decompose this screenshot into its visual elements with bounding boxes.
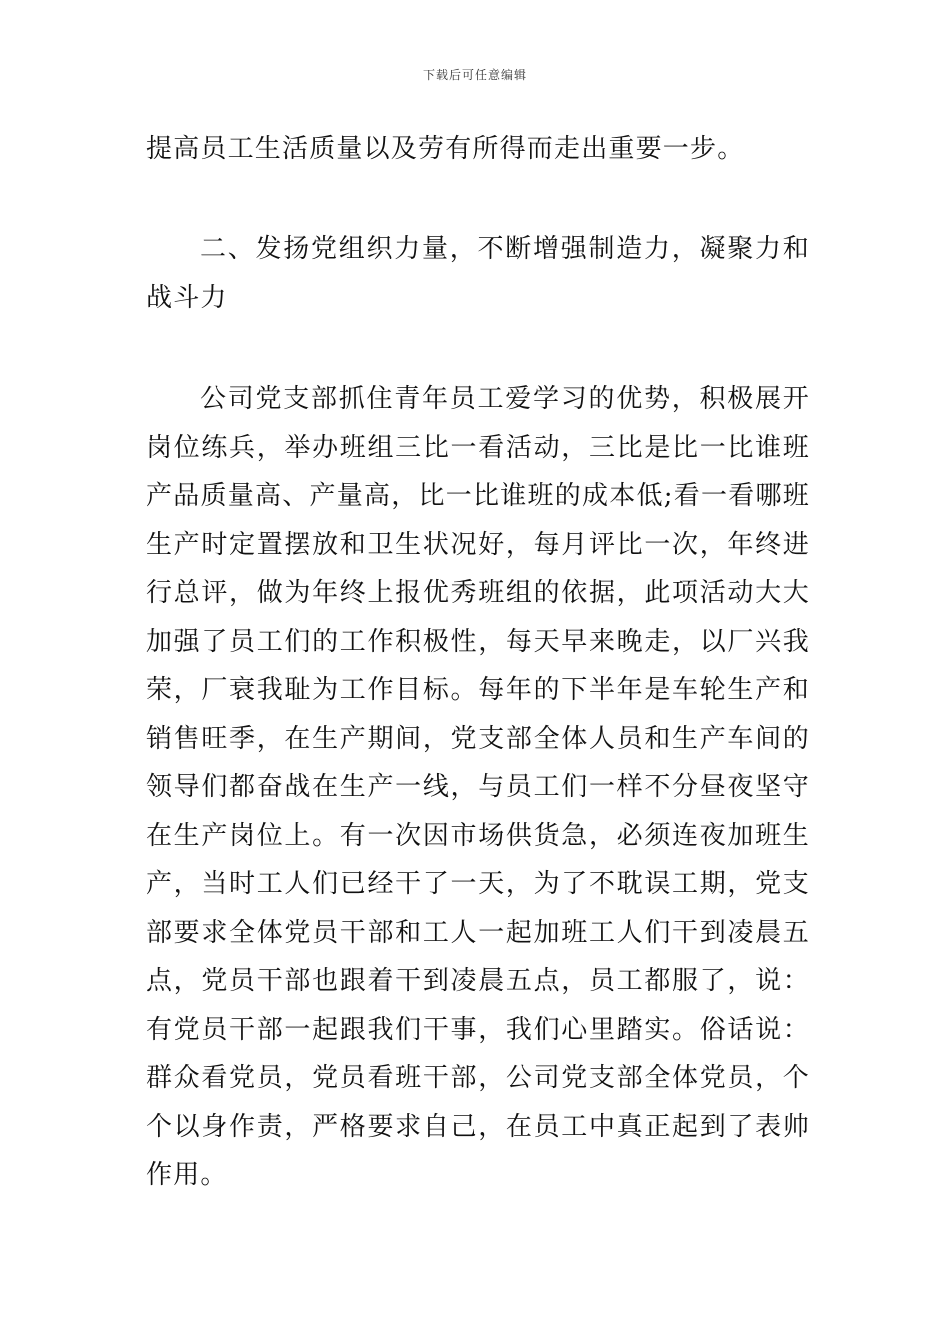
- header-note: 下载后可任意编辑: [422, 68, 527, 82]
- paragraph-body: 公司党支部抓住青年员工爱学习的优势，积极展开岗位练兵，举办班组三比一看活动，三比是比一比谁班产品质量高、产量高，比一比谁班的成本低;看一看哪班生产时定置摆放和卫生状况好，每月评比一次，年终进行总评，做为年终上报优秀班组的依据，此项活动大大加强了员工们的工作积极性，每天早来晚走，以厂兴我荣，厂衰我耻为工作目标。每年的下半年是车轮生产和销售旺季，在生产期间，党支部全体人员和生产车间的领导们都奋战在生产一线，与员工们一样不分昼夜坚守在生产岗位上。有一次因市场供货急，必须连夜加班生产，当时工人们已经干了一天，为了不耽误工期，党支部要求全体党员干部和工人一起加班工人们干到凌晨五点，党员干部也跟着干到凌晨五点，员工都服了，说：有党员干部一起跟我们干事，我们心里踏实。俗话说：群众看党员，党员看班干部，公司党支部全体党员，个个以身作责，严格要求自己，在员工中真正起到了表帅作用。: [146, 384, 810, 1190]
- section-heading: 二、发扬党组织力量，不断增强制造力，凝聚力和战斗力: [146, 234, 810, 313]
- paragraph-continuation: 提高员工生活质量以及劳有所得而走出重要一步。: [146, 134, 745, 164]
